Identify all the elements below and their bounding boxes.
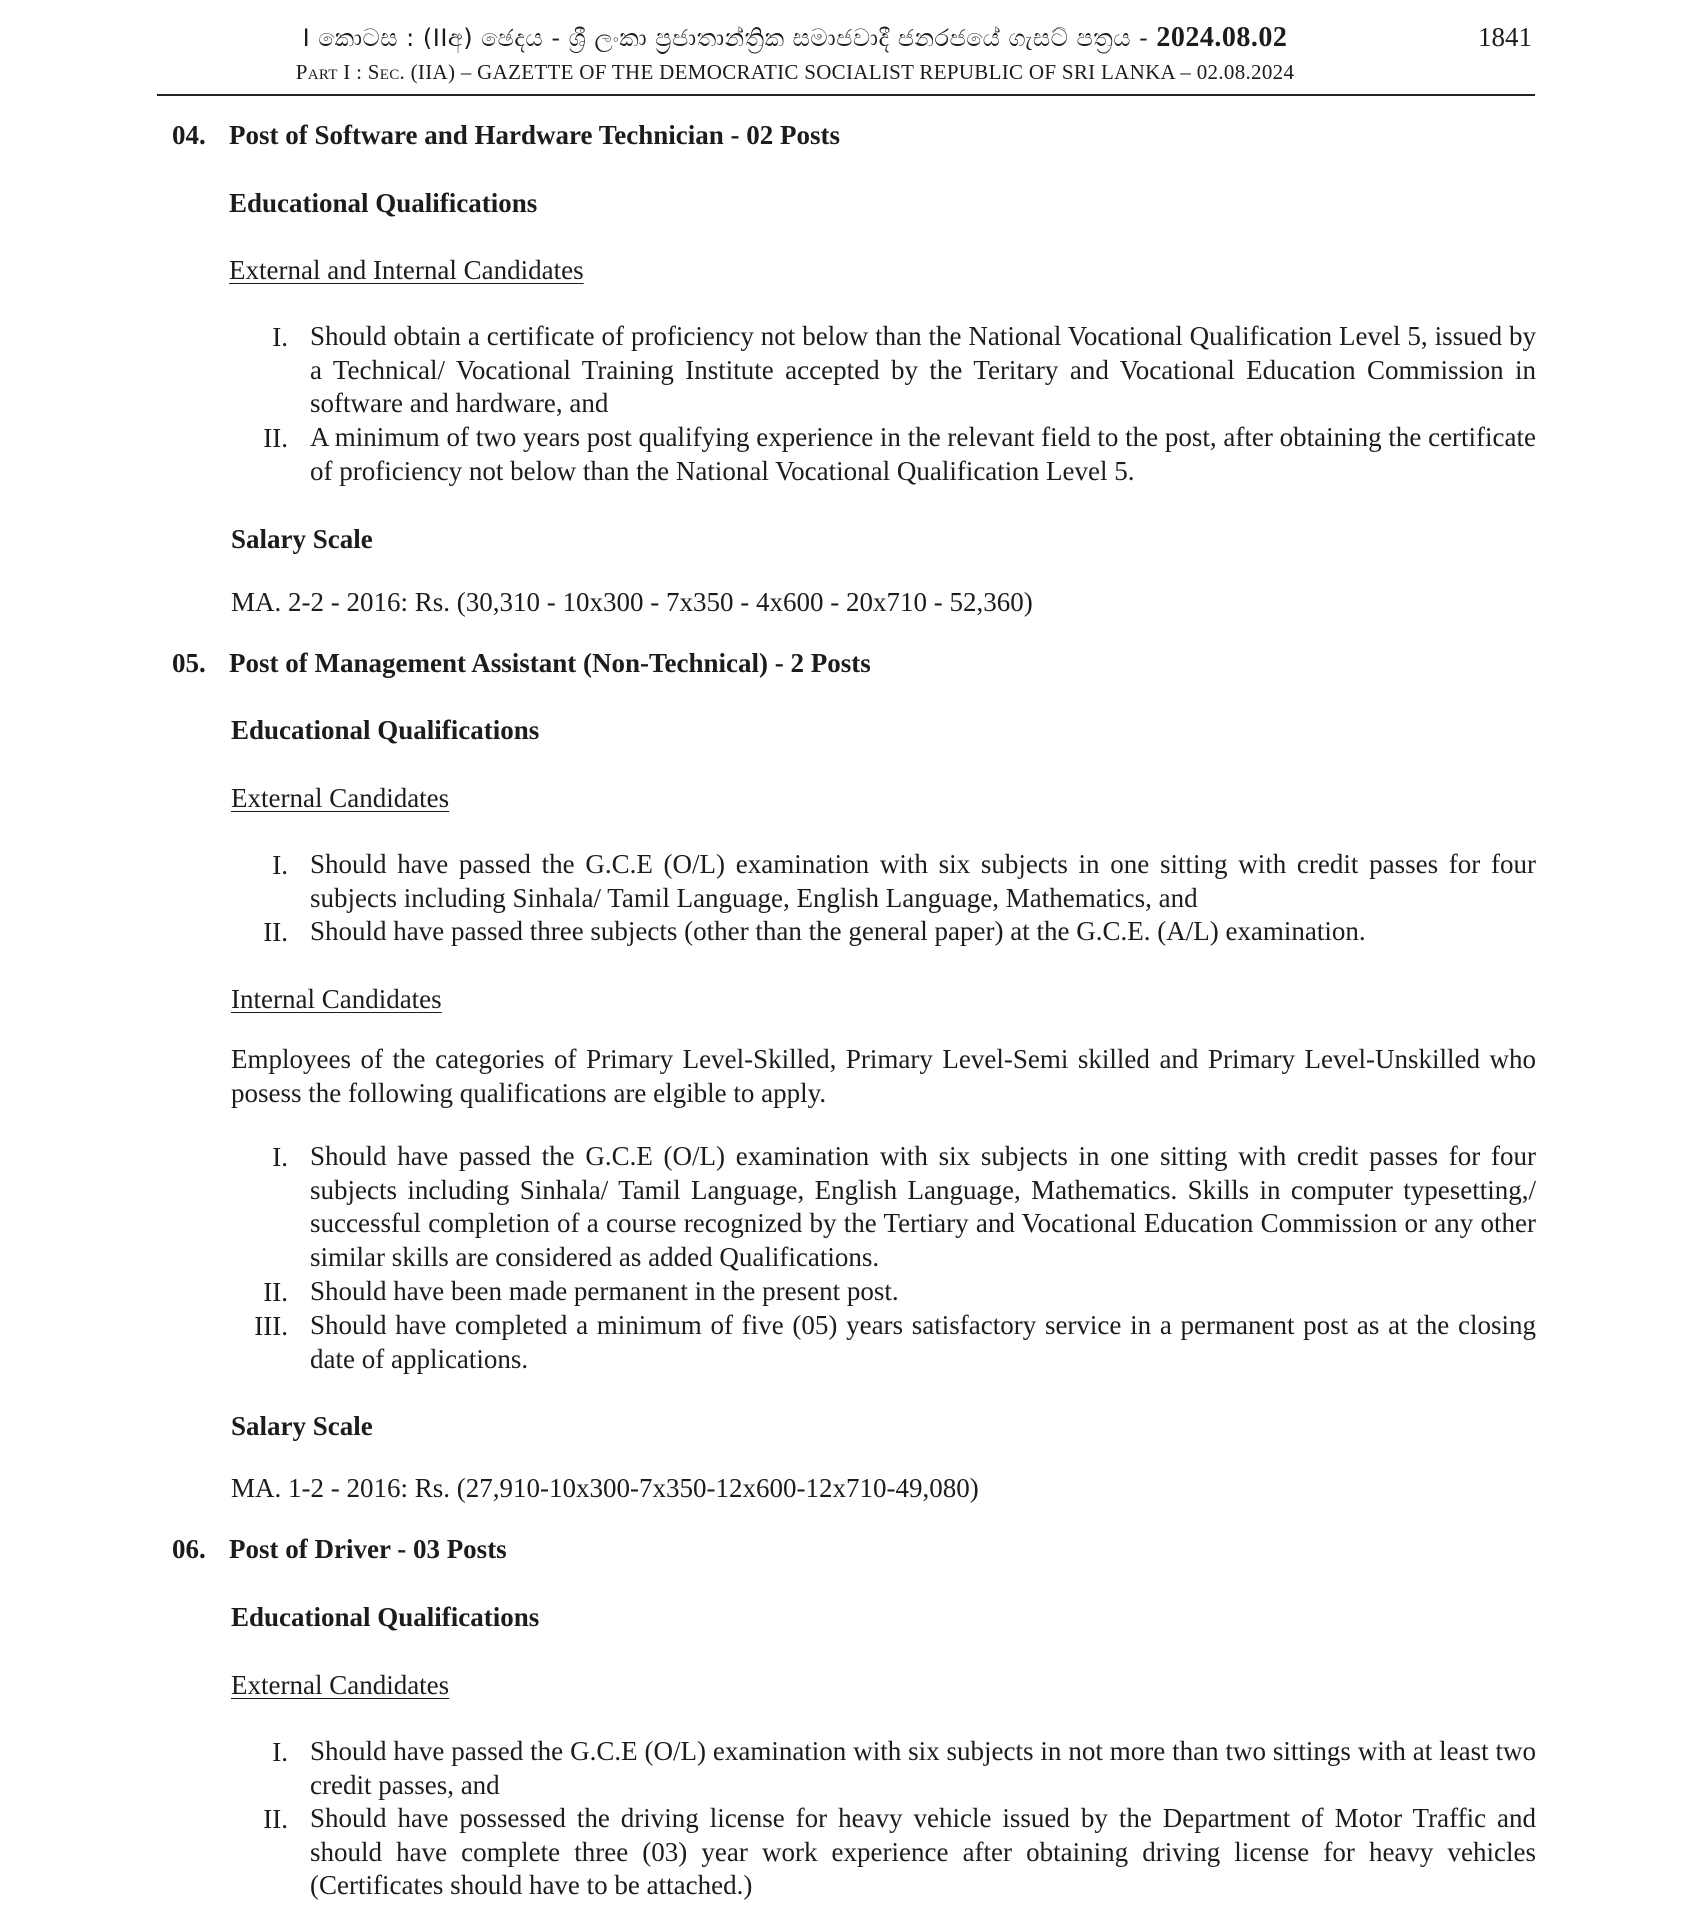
section-05-internal-item-1-numeral: I. [272,1142,288,1172]
section-05-internal-item-2-text: Should have been made permanent in the present post. [310,1276,899,1306]
section-06-external-item-2-text: Should have possessed the driving license for heavy vehicle issued by the Department of Motor Traffic and should have complete three (03) year work experience after obtaining driving license for heavy vehicles (Certificates should have to be attached.) [310,1803,1536,1901]
header-divider [157,94,1535,96]
section-06-edu-heading: Educational Qualifications [231,1602,540,1632]
section-04-candidates-heading: External and Internal Candidates [229,255,584,285]
section-05-internal-intro: Employees of the categories of Primary Level-Skilled, Primary Level-Semi skilled and Primary Level-Unskilled who posess the following qualifications are elgible to apply. [231,1044,1536,1108]
section-06-number: 06. [172,1534,206,1564]
header-sinhala-title [200,22,1390,54]
header-sinhala-text: I කොටස : (IIඅ) ඡෙදය - ශ්‍රී ලංකා ප්‍රජාතාන්ත්‍රික සමාජවාදී ජනරජයේ ගැසට් පත්‍රය - [302,24,1149,52]
section-05-external-item-1-numeral: I. [272,850,288,880]
header-english-title: Part I : Sec. (IIA) – GAZETTE OF THE DEMOCRATIC SOCIALIST REPUBLIC OF SRI LANKA – 02.08.2024 [295,60,1295,84]
section-04-title: Post of Software and Hardware Technician - 02 Posts [229,120,841,150]
section-05-internal-item-1-text: Should have passed the G.C.E (O/L) examination with six subjects in one sitting with credit passes for four subjects including Sinhala/ Tamil Language, English Language, Mathematics. Skills in computer typesetting,/ successful completion of a course recognized by the Tertiary and Vocational Education Commission or any other similar skills are considered as added Qualifications. [310,1141,1536,1272]
section-05-internal-item-3-numeral: III. [254,1311,288,1341]
section-04-salary-scale: MA. 2-2 - 2016: Rs. (30,310 - 10x300 - 7x350 - 4x600 - 20x710 - 52,360) [231,587,1033,617]
section-04-edu-heading: Educational Qualifications [229,188,538,218]
section-05-salary-heading: Salary Scale [231,1411,373,1441]
section-05-external-item-2-text: Should have passed three subjects (other than the general paper) at the G.C.E. (A/L) examination. [310,916,1366,946]
section-04-item-2-text: A minimum of two years post qualifying experience in the relevant field to the post, after obtaining the certificate of proficiency not below than the National Vocational Qualification Level 5. [310,422,1536,486]
section-05-number: 05. [172,648,206,678]
section-06-title: Post of Driver - 03 Posts [229,1534,507,1564]
section-05-title: Post of Management Assistant (Non-Technical) - 2 Posts [229,648,871,678]
section-05-internal-item-2-numeral: II. [263,1277,288,1307]
header-sinhala-date: 2024.08.02 [1156,22,1288,53]
section-05-internal-item-3-text: Should have completed a minimum of five (05) years satisfactory service in a permanent post as at the closing date of applications. [310,1310,1536,1374]
section-05-edu-heading: Educational Qualifications [231,715,540,745]
page-number: 1841 [1478,22,1532,52]
section-06-external-item-1-text: Should have passed the G.C.E (O/L) examination with six subjects in not more than two sittings with at least two credit passes, and [310,1736,1536,1800]
section-04-item-1-numeral: I. [272,322,288,352]
section-05-internal-heading: Internal Candidates [231,984,442,1014]
section-05-salary-scale: MA. 1-2 - 2016: Rs. (27,910-10x300-7x350-12x600-12x710-49,080) [231,1473,979,1503]
section-06-external-item-1-numeral: I. [272,1737,288,1767]
section-06-external-item-2-numeral: II. [263,1804,288,1834]
section-05-external-item-1-text: Should have passed the G.C.E (O/L) examination with six subjects in one sitting with credit passes for four subjects including Sinhala/ Tamil Language, English Language, Mathematics, and [310,849,1536,913]
section-04-number: 04. [172,120,206,150]
section-04-salary-heading: Salary Scale [231,524,373,554]
section-04-item-2-numeral: II. [263,423,288,453]
section-05-external-heading: External Candidates [231,783,450,813]
section-06-external-heading: External Candidates [231,1670,450,1700]
section-05-external-item-2-numeral: II. [263,917,288,947]
section-04-item-1-text: Should obtain a certificate of proficiency not below than the National Vocational Qualification Level 5, issued by a Technical/ Vocational Training Institute accepted by the Teritary and Vocational Education Commission in software and hardware, and [310,321,1536,419]
